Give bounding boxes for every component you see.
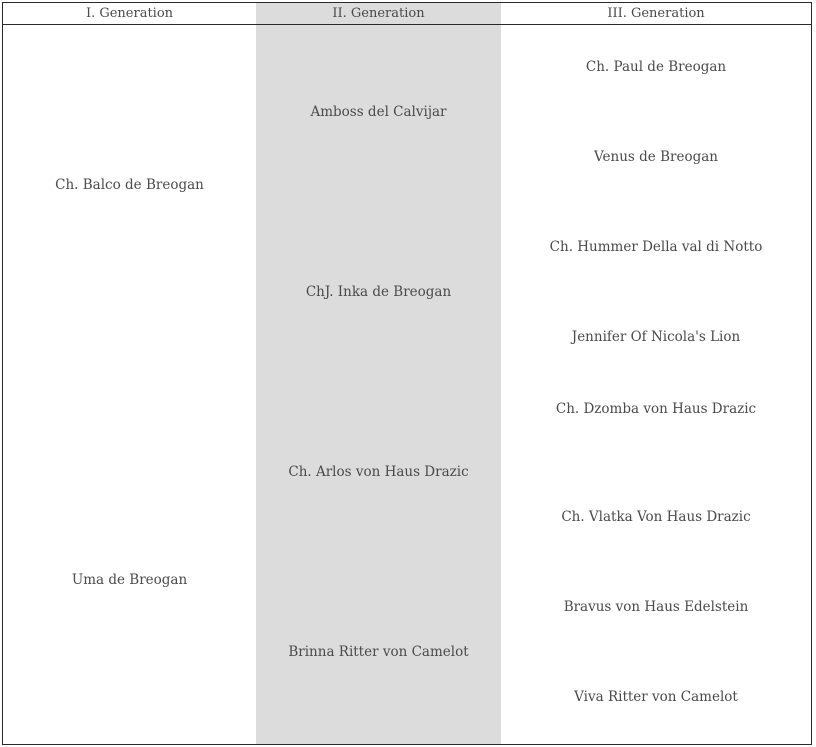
gen3-entry-3: Ch. Hummer Della val di Notto bbox=[549, 239, 763, 255]
gen3-entry-6: Ch. Vlatka Von Haus Drazic bbox=[561, 509, 751, 525]
header-generation-3: III. Generation bbox=[607, 6, 705, 21]
gen1-sire: Ch. Balco de Breogan bbox=[55, 177, 204, 193]
header-divider bbox=[3, 24, 811, 25]
gen2-entry-3: Ch. Arlos von Haus Drazic bbox=[288, 464, 469, 480]
gen3-entry-4: Jennifer Of Nicola's Lion bbox=[571, 329, 741, 345]
gen3-entry-7: Bravus von Haus Edelstein bbox=[563, 599, 749, 615]
pedigree-table bbox=[2, 2, 812, 745]
gen1-dam: Uma de Breogan bbox=[71, 572, 188, 588]
header-generation-1: I. Generation bbox=[85, 6, 174, 21]
gen2-entry-1: Amboss del Calvijar bbox=[310, 104, 447, 120]
gen3-entry-2: Venus de Breogan bbox=[594, 149, 718, 165]
gen3-entry-8: Viva Ritter von Camelot bbox=[574, 689, 738, 705]
gen2-entry-4: Brinna Ritter von Camelot bbox=[288, 644, 469, 660]
header-generation-2: II. Generation bbox=[332, 6, 425, 21]
gen2-entry-2: ChJ. Inka de Breogan bbox=[305, 284, 452, 300]
gen3-entry-1: Ch. Paul de Breogan bbox=[585, 59, 727, 75]
gen3-entry-5: Ch. Dzomba von Haus Drazic bbox=[555, 401, 757, 417]
